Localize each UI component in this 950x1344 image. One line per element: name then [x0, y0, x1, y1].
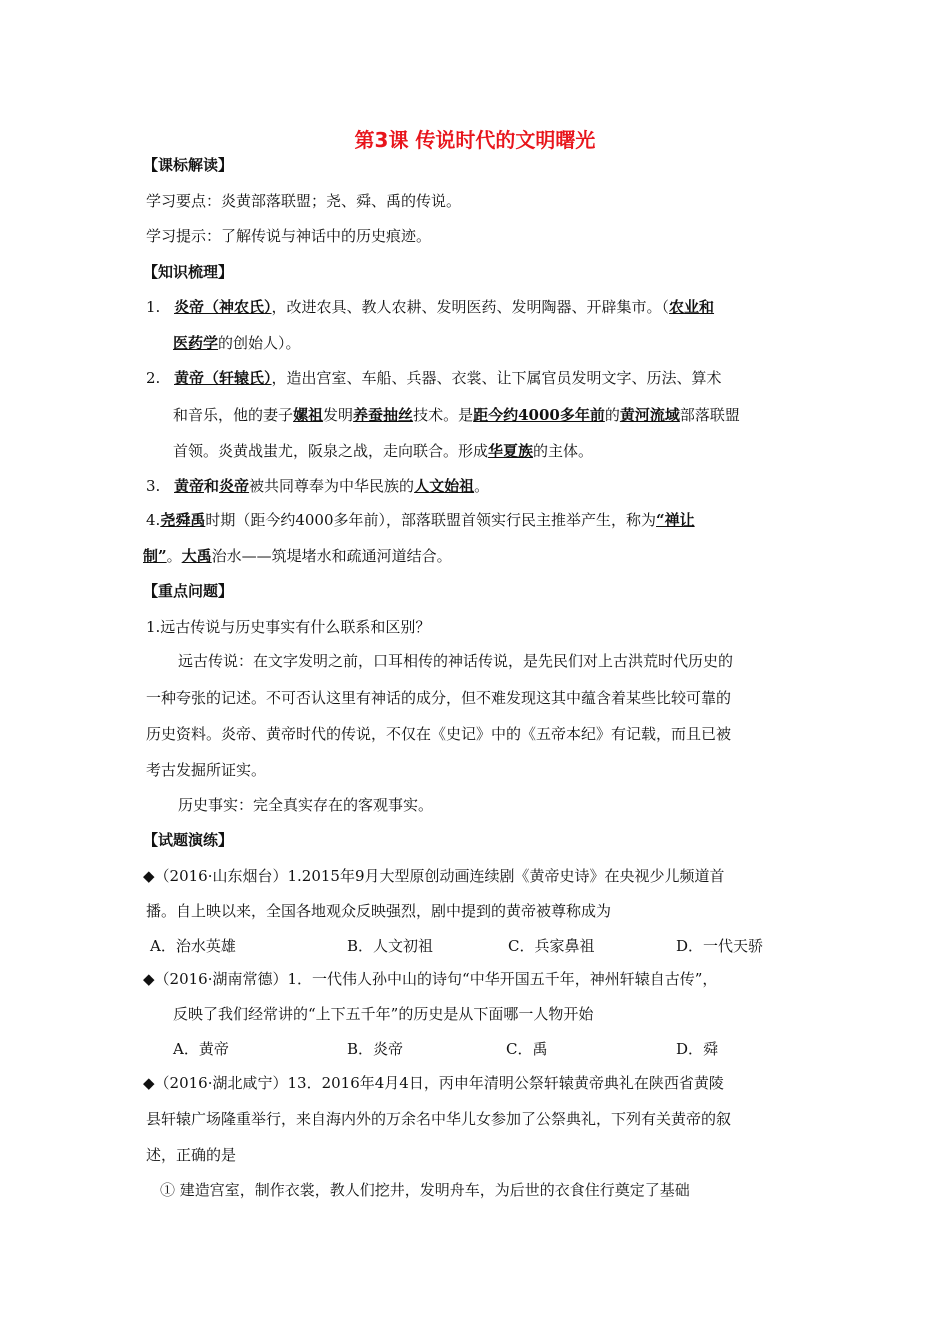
- key-term: 炎帝（神农氏）: [174, 298, 272, 316]
- item-text: 时期（距今约4000多年前），部落联盟首领实行民主推举产生，称为: [205, 511, 657, 529]
- item-text: 和音乐，他的妻子: [173, 406, 294, 424]
- learning-points-text: 炎黄部落联盟；尧、舜、禹的传说。: [221, 192, 462, 210]
- question-line: ◆（2016·山东烟台）1.2015年9月大型原创动画连续剧《黄帝史诗》在央视少儿频道首: [143, 867, 725, 885]
- key-term: 黄帝: [174, 477, 205, 495]
- item-text: 部落联盟: [679, 406, 740, 424]
- item-text: 和: [204, 477, 220, 495]
- question-statement: ① 建造宫室，制作衣裳，教人们挖井，发明舟车，为后世的衣食住行奠定了基础: [160, 1181, 690, 1199]
- key-term: 黄帝（轩辕氏）: [174, 369, 272, 387]
- item-text: 技术。是: [413, 406, 474, 424]
- learning-points: [146, 191, 461, 211]
- option-d: D．舜: [676, 1040, 719, 1058]
- knowledge-item-1-cont: [173, 333, 301, 353]
- item-text: ，改进农具、教人农耕、发明医药、发明陶器、开辟集市。（: [271, 298, 670, 316]
- item-number: 4.: [146, 511, 161, 529]
- learning-tips-label: 学习提示：: [146, 227, 222, 245]
- section-heading-standards: 【课标解读】: [143, 156, 234, 174]
- key-term: 嫘祖: [293, 406, 324, 424]
- knowledge-item-2: [146, 368, 722, 388]
- option-b: B．人文初祖: [347, 937, 434, 955]
- key-term: 距今约4000多年前: [473, 406, 605, 424]
- paragraph-line: 历史资料。炎帝、黄帝时代的传说，不仅在《史记》中的《五帝本纪》有记载，而且已被: [146, 725, 732, 743]
- key-term: 制”: [143, 547, 167, 565]
- key-question: 1.远古传说与历史事实有什么联系和区别？: [146, 618, 431, 636]
- question-line: 县轩辕广场隆重举行，来自海内外的万余名中华儿女参加了公祭典礼，下列有关黄帝的叙: [146, 1110, 732, 1128]
- paragraph-line: 历史事实：完全真实存在的客观事实。: [178, 796, 434, 814]
- item-text: 治水——筑堤堵水和疏通河道结合。: [211, 547, 452, 565]
- key-term: 黄河流域: [619, 406, 680, 424]
- key-term: 大禹: [181, 547, 212, 565]
- option-c: C．兵家鼻祖: [508, 937, 595, 955]
- question-line: 述，正确的是: [146, 1146, 237, 1164]
- item-text: 的创始人）。: [218, 334, 301, 352]
- section-heading-exercises: 【试题演练】: [143, 831, 234, 849]
- key-term: 农业和: [669, 298, 715, 316]
- section-heading-knowledge: 【知识梳理】: [143, 263, 234, 281]
- question-line: 反映了我们经常讲的“上下五千年”的历史是从下面哪一人物开始: [173, 1005, 594, 1023]
- key-term: 人文始祖: [414, 477, 475, 495]
- key-term: 尧舜禹: [160, 511, 206, 529]
- item-text: ，造出宫室、车船、兵器、衣裳、让下属官员发明文字、历法、算术: [271, 369, 722, 387]
- section-heading-key-questions: 【重点问题】: [143, 582, 234, 600]
- option-a: A．治水英雄: [150, 937, 236, 955]
- knowledge-item-3: [146, 476, 489, 496]
- knowledge-item-4: [146, 510, 695, 530]
- paragraph-line: 考古发掘所证实。: [146, 761, 267, 779]
- option-a: A．黄帝: [173, 1040, 229, 1058]
- item-text: 的主体。: [533, 442, 594, 460]
- item-text: 首领。炎黄战蚩尤，阪泉之战，走向联合。形成: [173, 442, 489, 460]
- question-line: ◆（2016·湖北咸宁）13．2016年4月4日，丙申年清明公祭轩辕黄帝典礼在陕西省黄陵: [143, 1074, 724, 1092]
- paragraph-line: 一种夸张的记述。不可否认这里有神话的成分，但不难发现这其中蕴含着某些比较可靠的: [146, 689, 732, 707]
- item-number: 3.: [146, 477, 161, 495]
- item-number: 2.: [146, 369, 161, 387]
- item-text: 。: [166, 547, 182, 565]
- key-term: 养蚕抽丝: [353, 406, 414, 424]
- item-text: 。: [474, 477, 490, 495]
- key-term: “禅让: [656, 511, 695, 529]
- item-text: 发明: [323, 406, 354, 424]
- page-title: 第3课 传说时代的文明曙光: [354, 128, 596, 152]
- learning-tips: [146, 226, 431, 246]
- key-term: 华夏族: [488, 442, 534, 460]
- key-term: 炎帝: [219, 477, 250, 495]
- item-text: 被共同尊奉为中华民族的: [249, 477, 415, 495]
- option-d: D．一代天骄: [676, 937, 764, 955]
- knowledge-item-4-cont: [143, 546, 452, 566]
- option-b: B．炎帝: [347, 1040, 404, 1058]
- key-term: 医药学: [173, 334, 219, 352]
- knowledge-item-2-cont2: [173, 441, 593, 461]
- learning-points-label: 学习要点：: [146, 192, 222, 210]
- learning-tips-text: 了解传说与神话中的历史痕迹。: [221, 227, 432, 245]
- question-line: ◆（2016·湖南常德）1．一代伟人孙中山的诗句“中华开国五千年，神州轩辕自古传”，: [143, 970, 718, 988]
- item-text: 的: [604, 406, 620, 424]
- option-c: C．禹: [506, 1040, 548, 1058]
- knowledge-item-1: [146, 297, 714, 317]
- item-number: 1.: [146, 298, 161, 316]
- paragraph-line: 远古传说：在文字发明之前，口耳相传的神话传说，是先民们对上古洪荒时代历史的: [178, 652, 734, 670]
- knowledge-item-2-cont: [173, 405, 740, 425]
- question-line: 播。自上映以来，全国各地观众反映强烈，剧中提到的黄帝被尊称成为: [146, 902, 612, 920]
